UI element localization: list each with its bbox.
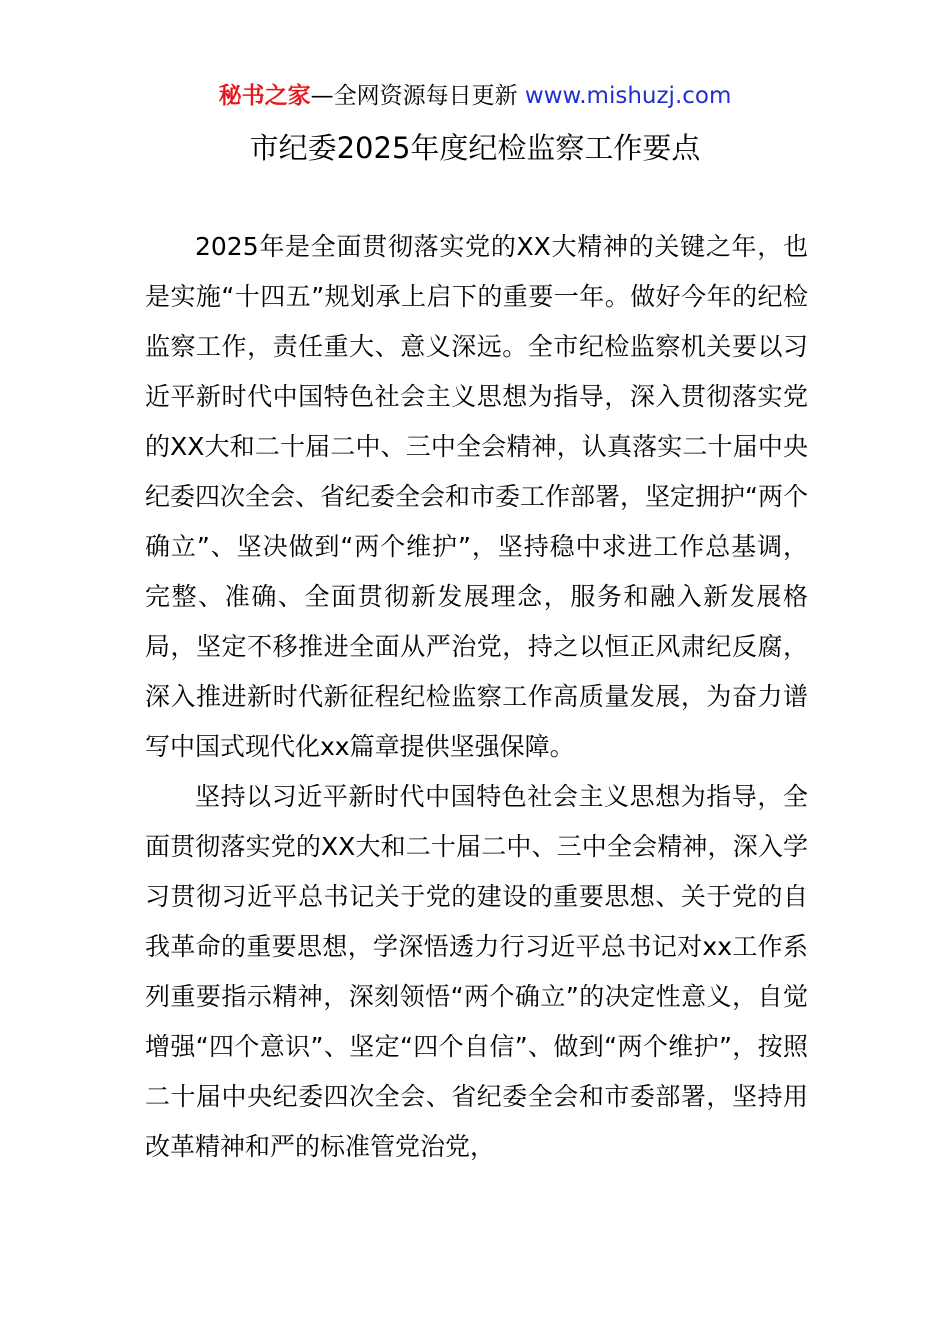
document-title: 市纪委2025年度纪检监察工作要点 — [249, 131, 701, 165]
header-tagline: —全网资源每日更新 — [310, 83, 518, 109]
brand-name: 秘书之家 — [218, 83, 311, 109]
body-paragraph-2: 坚持以习近平新时代中国特色社会主义思想为指导，全面贯彻落实党的XX大和二十届二中、三中全会精神，深入学习贯彻习近平总书记关于党的建设的重要思想、关于党的自我革命的重要思想，学深悟透力行习近平总书记对xx工作系列重要指示精神，深刻领悟“两个确立”的决定性意义，自觉增强“四个意识”、坚定“四个自信”、做到“两个维护”，按照二十届中央纪委四次全会、省纪委全会和市委部署，坚持用改革精神和严的标准管党治党， — [145, 782, 808, 1161]
document-body — [145, 222, 808, 1172]
site-header — [0, 80, 950, 112]
site-url[interactable]: www.mishuzj.com — [524, 83, 732, 109]
body-paragraph-1: 2025年是全面贯彻落实党的XX大精神的关键之年，也是实施“十四五”规划承上启下的重要一年。做好今年的纪检监察工作，责任重大、意义深远。全市纪检监察机关要以习近平新时代中国特色社会主义思想为指导，深入贯彻落实党的XX大和二十届二中、三中全会精神，认真落实二十届中央纪委四次全会、省纪委全会和市委工作部署，坚定拥护“两个确立”、坚决做到“两个维护”，坚持稳中求进工作总基调，完整、准确、全面贯彻新发展理念，服务和融入新发展格局，坚定不移推进全面从严治党，持之以恒正风肃纪反腐，深入推进新时代新征程纪检监察工作高质量发展，为奋力谱写中国式现代化xx篇章提供坚强保障。 — [145, 232, 808, 761]
